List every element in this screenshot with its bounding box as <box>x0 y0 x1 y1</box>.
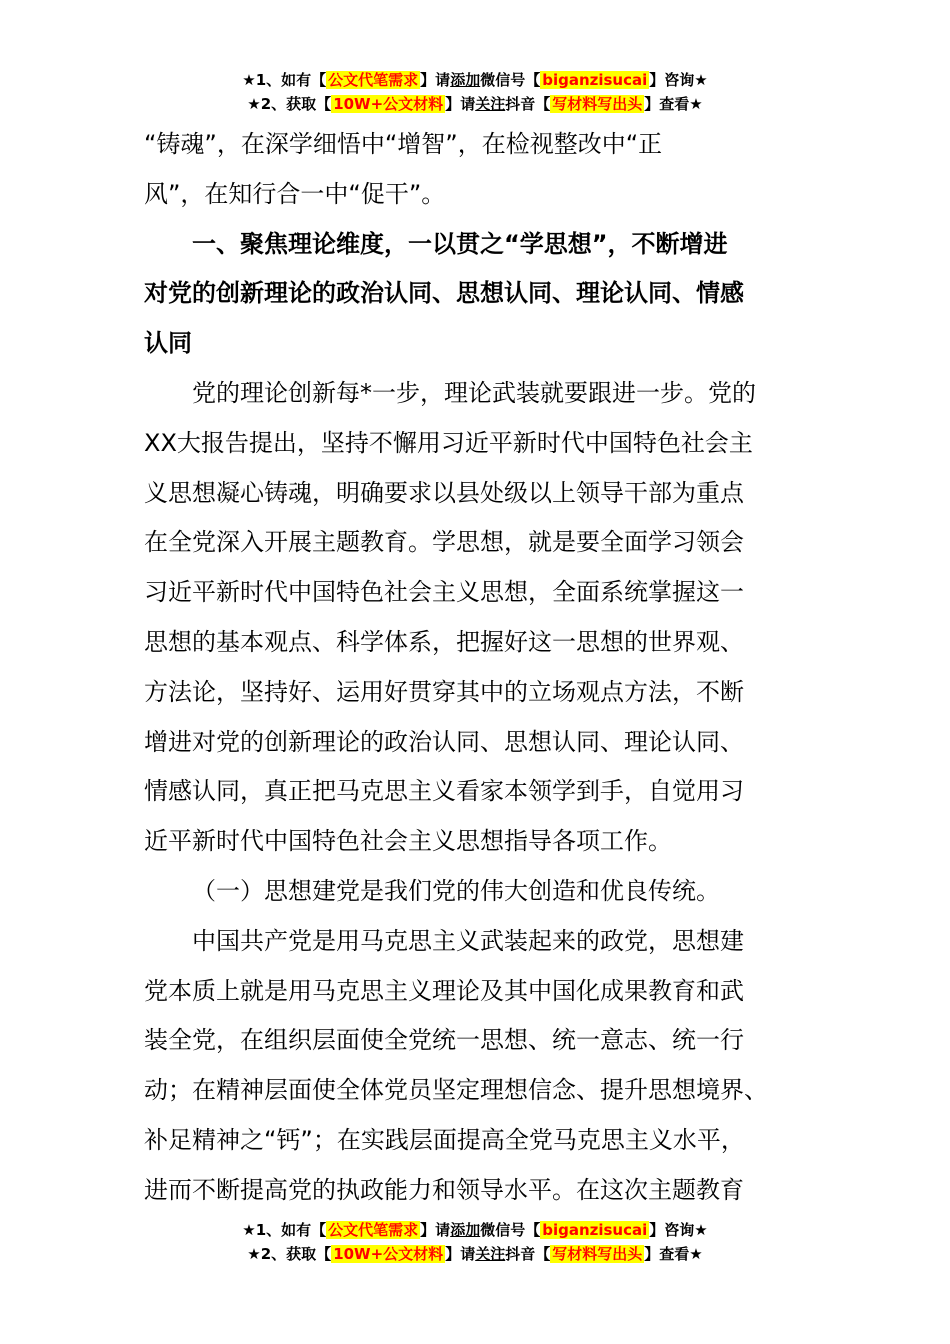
line: 增进对党的创新理论的政治认同、思想认同、理论认同、 <box>144 727 744 756</box>
text: 】查看★ <box>644 1245 703 1263</box>
footer-banner <box>0 1218 950 1266</box>
document-body <box>144 120 804 1216</box>
header-banner <box>0 68 950 116</box>
text: 微信号【 <box>480 71 541 89</box>
line: 思想的基本观点、科学体系，把握好这一思想的世界观、 <box>144 627 744 656</box>
text: 抖音【 <box>505 1245 551 1263</box>
wechat-id: biganzisucai <box>542 71 648 89</box>
text: 】请 <box>445 95 476 113</box>
line: （一）思想建党是我们党的伟大创造和优良传统。 <box>192 876 720 905</box>
text: 】请 <box>420 71 451 89</box>
line: 方法论，坚持好、运用好贯穿其中的立场观点方法，不断 <box>144 677 744 706</box>
highlight: 10W+公文材料 <box>333 95 444 113</box>
paragraph <box>144 917 804 1216</box>
line: 动；在精神层面使全体党员坚定理想信念、提升思想境界、 <box>144 1076 768 1105</box>
highlight: 10W+公文材料 <box>333 1245 444 1263</box>
text: 添加 <box>450 1221 481 1239</box>
paragraph <box>144 369 804 867</box>
text: 微信号【 <box>480 1221 541 1239</box>
footer-line-1 <box>0 1218 950 1242</box>
line: 党本质上就是用马克思主义理论及其中国化成果教育和武 <box>144 976 744 1005</box>
text: 添加 <box>450 71 481 89</box>
line: 认同 <box>144 329 192 358</box>
douyin-id: 写材料写出头 <box>552 1245 643 1263</box>
subsection-heading <box>144 867 804 917</box>
line: 义思想凝心铸魂，明确要求以县处级以上领导干部为重点 <box>144 478 744 507</box>
header-line-1 <box>0 68 950 92</box>
section-heading <box>144 220 804 369</box>
line: 习近平新时代中国特色社会主义思想，全面系统掌握这一 <box>144 578 744 607</box>
footer-line-2 <box>0 1242 950 1266</box>
text: 】请 <box>445 1245 476 1263</box>
line: 情感认同，真正把马克思主义看家本领学到手，自觉用习 <box>144 777 744 806</box>
line: XX大报告提出，坚持不懈用习近平新时代中国特色社会主 <box>144 428 753 457</box>
text: ★1、如有【 <box>242 1221 327 1239</box>
wechat-id: biganzisucai <box>542 1221 648 1239</box>
line: 一、聚焦理论维度，一以贯之“学思想”，不断增进 <box>192 229 728 258</box>
text: 】咨询★ <box>649 1221 708 1239</box>
highlight: 公文代笔需求 <box>328 1221 419 1239</box>
line: 中国共产党是用马克思主义武装起来的政党，思想建 <box>192 926 744 955</box>
line: 在全党深入开展主题教育。学思想，就是要全面学习领会 <box>144 528 744 557</box>
text: ★1、如有【 <box>242 71 327 89</box>
text: 】查看★ <box>644 95 703 113</box>
line: 对党的创新理论的政治认同、思想认同、理论认同、情感 <box>144 279 744 308</box>
text: 关注 <box>475 1245 506 1263</box>
header-line-2 <box>0 92 950 116</box>
text: ★2、获取【 <box>247 1245 332 1263</box>
text: ★2、获取【 <box>247 95 332 113</box>
line: “铸魂”，在深学细悟中“增智”，在检视整改中“正 <box>144 130 663 158</box>
text: 】咨询★ <box>649 71 708 89</box>
text: 关注 <box>475 95 506 113</box>
line: 近平新时代中国特色社会主义思想指导各项工作。 <box>144 827 672 856</box>
douyin-id: 写材料写出头 <box>552 95 643 113</box>
paragraph-continued <box>144 120 804 220</box>
line: 进而不断提高党的执政能力和领导水平。在这次主题教育 <box>144 1175 744 1204</box>
line: 补足精神之“钙”；在实践层面提高全党马克思主义水平， <box>144 1125 745 1154</box>
text: 抖音【 <box>505 95 551 113</box>
line: 党的理论创新每*一步，理论武装就要跟进一步。党的 <box>192 378 756 407</box>
highlight: 公文代笔需求 <box>328 71 419 89</box>
line: 装全党，在组织层面使全党统一思想、统一意志、统一行 <box>144 1026 744 1055</box>
line: 风”，在知行合一中“促干”。 <box>144 179 446 208</box>
text: 】请 <box>420 1221 451 1239</box>
